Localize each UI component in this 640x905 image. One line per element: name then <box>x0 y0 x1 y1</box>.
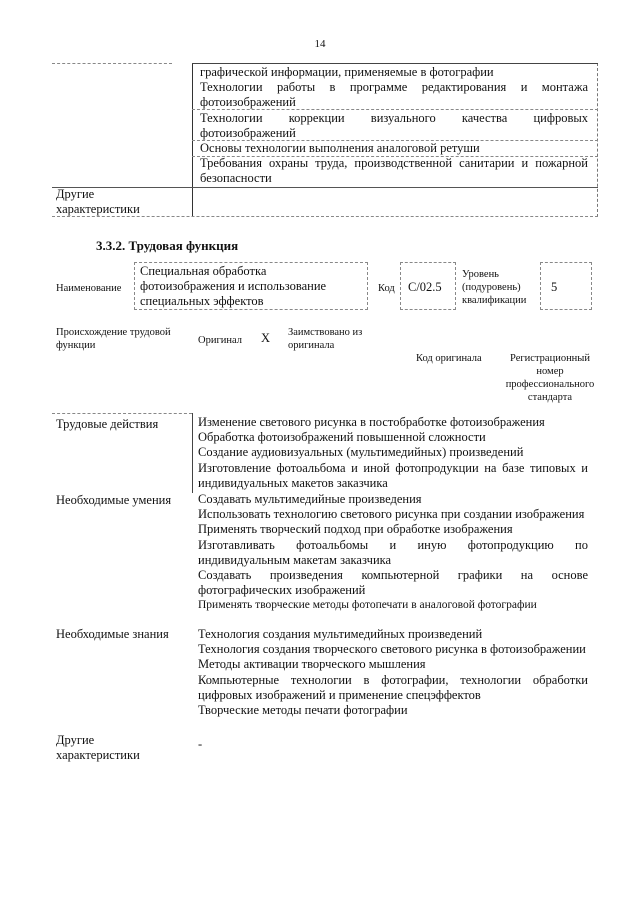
knowledge-item: Творческие методы печати фотографии <box>198 703 408 718</box>
other-value: - <box>198 737 203 751</box>
skill-item: Создавать мультимедийные произведения <box>198 492 422 506</box>
knowledge-item: Технология создания мультимедийных произведений <box>198 627 483 641</box>
origin-label: Происхождение трудовой функции <box>56 327 171 351</box>
prev-row-1: графической информации, применяемые в фотографии <box>200 65 494 79</box>
original-mark: X <box>261 331 271 345</box>
level-label: Уровень (подуровень) квалификации <box>462 269 527 306</box>
skill-item: Создавать произведения компьютерной графики на основе фотографических изображений <box>198 568 588 598</box>
section-title: 3.3.2. Трудовая функция <box>96 238 239 253</box>
knowledge-list <box>198 627 588 718</box>
page-number: 14 <box>314 38 326 50</box>
code-label: Код <box>378 283 395 294</box>
skills-label: Необходимые умения <box>56 493 172 507</box>
labor-action-item: Создание аудиовизуальных (мультимедийных) произведений <box>198 445 524 460</box>
labor-action-item: Обработка фотоизображений повышенной сложности <box>198 430 486 445</box>
prev-other-label: Другие характеристики <box>56 187 140 216</box>
prev-row-2: Технологии работы в программе редактирования и монтажа фотоизображений <box>200 80 588 109</box>
skill-item: Изготавливать фотоальбомы и иную фотопродукцию по индивидуальным макетам заказчика <box>198 537 588 567</box>
name-label: Наименование <box>56 283 122 294</box>
reg-number-label: Регистрационный номер профессионального стандарта <box>505 353 595 403</box>
name-value: Специальная обработка фотоизображения и использование специальных эффектов <box>140 264 327 308</box>
knowledge-item: Методы активации творческого мышления <box>198 657 426 672</box>
code-original-label: Код оригинала <box>416 353 482 364</box>
labor-actions-list <box>198 415 588 491</box>
table-top-left <box>52 413 192 414</box>
knowledge-item: Компьютерные технологии в фотографии, технологии обработки цифровых изображений и применение спецэффектов <box>198 672 588 702</box>
labor-action-item: Изготовление фотоальбома и иной фотопродукции на базе типовых и индивидуальных макетов заказчика <box>198 460 588 490</box>
borrowed-label: Заимствовано из оригинала <box>288 327 363 351</box>
skill-item: Применять творческий подход при обработке изображения <box>198 522 513 537</box>
prev-row-4: Основы технологии выполнения аналоговой ретуши <box>200 141 480 155</box>
skills-list <box>198 492 588 614</box>
other-label: Другие характеристики <box>56 733 140 762</box>
column-divider <box>192 413 193 493</box>
skill-item: Использовать технологию светового рисунка при создании изображения <box>198 507 585 522</box>
skill-item: Применять творческие методы фотопечати в аналоговой фотографии <box>198 599 537 612</box>
prev-row-3: Технологии коррекции визуального качества цифровых фотоизображений <box>200 111 588 140</box>
level-value: 5 <box>551 280 558 294</box>
prev-row-5: Требования охраны труда, производственной санитарии и пожарной безопасности <box>200 156 588 185</box>
level-box <box>540 262 592 310</box>
code-value: C/02.5 <box>408 280 442 294</box>
labor-action-item: Изменение светового рисунка в постобработке фотоизображения <box>198 415 545 429</box>
original-label: Оригинал <box>198 335 242 346</box>
knowledge-label: Необходимые знания <box>56 627 169 641</box>
knowledge-item: Технология создания творческого светового рисунка в фотоизображении <box>198 642 586 657</box>
labor-actions-label: Трудовые действия <box>56 417 159 431</box>
